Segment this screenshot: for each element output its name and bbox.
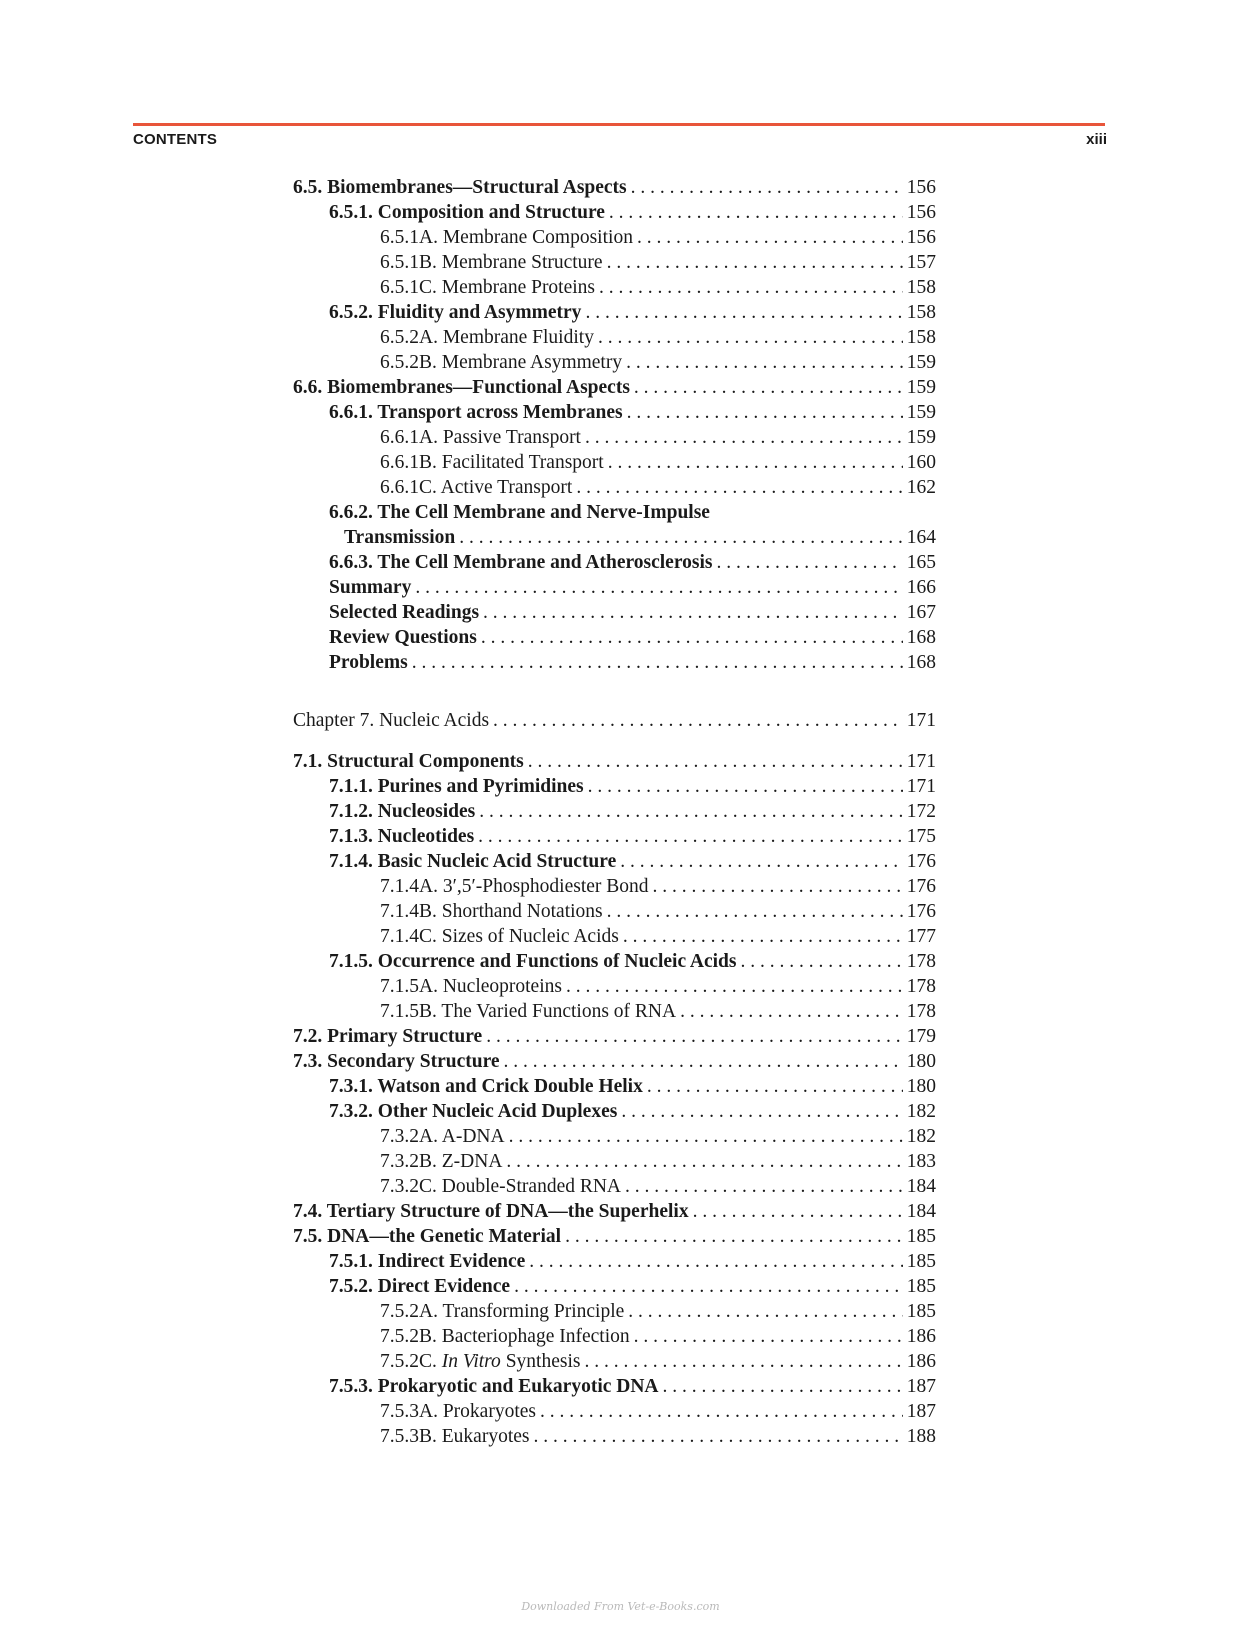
toc-entry-page: 168 <box>906 652 936 673</box>
toc-entry <box>380 1124 936 1149</box>
toc-entry <box>293 175 936 200</box>
toc-entry-page: 171 <box>906 710 936 731</box>
toc-entry-page: 178 <box>906 951 936 972</box>
toc-entry-label: 7.1.4B. Shorthand Notations <box>380 901 603 922</box>
toc-entry-page: 164 <box>906 527 936 548</box>
toc-entry <box>293 1199 936 1224</box>
toc-entry-page: 177 <box>906 926 936 947</box>
toc-entry-page: 158 <box>906 277 936 298</box>
toc-entry <box>380 1324 936 1349</box>
toc-entry-label: Selected Readings <box>329 602 480 623</box>
toc-entry <box>380 924 936 949</box>
toc-leader-dots <box>634 1324 903 1349</box>
toc-entry-page: 171 <box>906 751 936 772</box>
toc-leader-dots <box>585 300 902 325</box>
toc-entry-page: 159 <box>906 377 936 398</box>
toc-entry-label: 6.5.2. Fluidity and Asymmetry <box>329 302 582 323</box>
toc-leader-dots <box>663 1374 903 1399</box>
toc-leader-dots <box>483 600 903 625</box>
toc-leader-dots <box>637 225 903 250</box>
toc-entry-label: 6.6.1B. Facilitated Transport <box>380 452 604 473</box>
toc-entry <box>329 575 936 600</box>
toc-entry-page: 183 <box>906 1151 936 1172</box>
toc-entry-page: 180 <box>906 1051 936 1072</box>
toc-entry-page: 157 <box>906 252 936 273</box>
toc-entry <box>380 1174 936 1199</box>
toc-entry-page: 187 <box>906 1376 936 1397</box>
toc-leader-dots <box>412 650 903 675</box>
toc-leader-dots <box>528 749 903 774</box>
toc-entry <box>380 1299 936 1324</box>
toc-entry <box>380 999 936 1024</box>
toc-leader-dots <box>514 1274 903 1299</box>
toc-leader-dots <box>607 899 903 924</box>
toc-entry-page: 167 <box>906 602 936 623</box>
toc-entry <box>329 400 936 425</box>
toc-entry <box>380 250 936 275</box>
toc-leader-dots <box>628 1299 902 1324</box>
toc-leader-dots <box>627 400 903 425</box>
toc-entry-page: 182 <box>906 1126 936 1147</box>
toc-leader-dots <box>478 824 903 849</box>
toc-entry <box>380 1399 936 1424</box>
toc-leader-dots <box>486 1024 903 1049</box>
toc-entry-label: 6.5.1B. Membrane Structure <box>380 252 603 273</box>
toc-entry-label: 6.5.1. Composition and Structure <box>329 202 605 223</box>
toc-entry-label: 7.3.2A. A-DNA <box>380 1126 505 1147</box>
toc-entry <box>380 1349 936 1374</box>
toc-entry-label: 7.1.4C. Sizes of Nucleic Acids <box>380 926 619 947</box>
toc-entry-label: 7.1.2. Nucleosides <box>329 801 476 822</box>
toc-entry <box>329 550 936 575</box>
toc-entry-label: 7.1.5A. Nucleoproteins <box>380 976 562 997</box>
toc-entry <box>329 1099 936 1124</box>
toc-entry-page: 176 <box>906 901 936 922</box>
toc-entry-page: 185 <box>906 1276 936 1297</box>
toc-entry <box>329 824 936 849</box>
toc-entry-page: 182 <box>906 1101 936 1122</box>
toc-entry <box>380 475 936 500</box>
toc-entry <box>344 525 936 550</box>
toc-entry-page: 180 <box>906 1076 936 1097</box>
toc-entry-page: 159 <box>906 402 936 423</box>
toc-leader-dots <box>623 924 903 949</box>
toc-entry <box>380 425 936 450</box>
toc-entry <box>293 1024 936 1049</box>
toc-entry-label: 7.3.2. Other Nucleic Acid Duplexes <box>329 1101 618 1122</box>
toc-entry-page: 188 <box>906 1426 936 1447</box>
toc-entry <box>293 708 936 733</box>
toc-entry <box>293 749 936 774</box>
toc-entry <box>380 350 936 375</box>
toc-entry <box>380 275 936 300</box>
toc-entry-label: 7.5.1. Indirect Evidence <box>329 1251 526 1272</box>
toc-leader-dots <box>529 1249 902 1274</box>
toc-entry-page: 168 <box>906 627 936 648</box>
toc-entry-label: 7.1.5. Occurrence and Functions of Nucleic Acids <box>329 951 737 972</box>
toc-entry-label: Summary <box>329 577 412 598</box>
toc-leader-dots <box>584 1349 902 1374</box>
toc-entry-page: 171 <box>906 776 936 797</box>
toc-leader-dots <box>565 1224 903 1249</box>
toc-entry <box>329 1374 936 1399</box>
toc-entry <box>329 1249 936 1274</box>
toc-entry <box>329 1074 936 1099</box>
toc-entry-label: 6.6.1. Transport across Membranes <box>329 402 623 423</box>
toc-entry <box>329 500 936 525</box>
toc-entry-page: 162 <box>906 477 936 498</box>
toc-entry-label: 6.6.2. The Cell Membrane and Nerve-Impulse <box>329 502 710 523</box>
toc-entry-label: 7.3.1. Watson and Crick Double Helix <box>329 1076 643 1097</box>
toc-entry-page: 159 <box>906 352 936 373</box>
toc-leader-dots <box>741 949 903 974</box>
toc-entry-page: 156 <box>906 202 936 223</box>
toc-entry-label: 7.3.2B. Z-DNA <box>380 1151 503 1172</box>
toc-entry-page: 172 <box>906 801 936 822</box>
toc-entry-label: 7.3. Secondary Structure <box>293 1051 500 1072</box>
toc-entry-label: 7.1. Structural Components <box>293 751 524 772</box>
toc-entry-label: 7.1.1. Purines and Pyrimidines <box>329 776 584 797</box>
toc-entry <box>329 1274 936 1299</box>
toc-entry-page: 176 <box>906 851 936 872</box>
toc-leader-dots <box>540 1399 903 1424</box>
toc-entry-label: 6.5. Biomembranes—Structural Aspects <box>293 177 627 198</box>
toc-entry-label: 6.6.1A. Passive Transport <box>380 427 581 448</box>
toc-leader-dots <box>481 625 903 650</box>
toc-entry <box>380 225 936 250</box>
toc-entry-label: Review Questions <box>329 627 477 648</box>
toc-entry-label: 6.6.1C. Active Transport <box>380 477 573 498</box>
toc-entry-page: 185 <box>906 1301 936 1322</box>
toc-entry-page: 179 <box>906 1026 936 1047</box>
toc-entry-label: Transmission <box>344 527 456 548</box>
toc-entry-page: 178 <box>906 1001 936 1022</box>
toc-leader-dots <box>626 350 903 375</box>
toc-leader-dots <box>479 799 903 824</box>
toc-entry <box>329 600 936 625</box>
toc-entry-label: 6.5.2B. Membrane Asymmetry <box>380 352 623 373</box>
toc-leader-dots <box>585 425 903 450</box>
toc-entry-page: 185 <box>906 1251 936 1272</box>
toc-entry-label: 7.5.3A. Prokaryotes <box>380 1401 536 1422</box>
toc-entry <box>380 899 936 924</box>
toc-entry-label: 7.2. Primary Structure <box>293 1026 483 1047</box>
toc-entry-label: 6.6.3. The Cell Membrane and Atherosclerosis <box>329 552 713 573</box>
toc-leader-dots <box>493 708 903 733</box>
running-head: CONTENTS <box>133 131 218 148</box>
toc-entry-page: 158 <box>906 302 936 323</box>
toc-leader-dots <box>588 774 903 799</box>
toc-entry-label: 6.6. Biomembranes—Functional Aspects <box>293 377 630 398</box>
toc-entry-page: 165 <box>906 552 936 573</box>
toc-entry-label: 7.5.2B. Bacteriophage Infection <box>380 1326 630 1347</box>
toc-leader-dots <box>566 974 903 999</box>
toc-entry <box>329 625 936 650</box>
toc-leader-dots <box>506 1149 902 1174</box>
toc-entry-label: 7.5.2. Direct Evidence <box>329 1276 511 1297</box>
toc-entry-page: 175 <box>906 826 936 847</box>
toc-entry-label: 7.5.2A. Transforming Principle <box>380 1301 625 1322</box>
toc-entry-label: 7.4. Tertiary Structure of DNA—the Superhelix <box>293 1201 689 1222</box>
toc-leader-dots <box>608 450 903 475</box>
toc-entry <box>380 325 936 350</box>
toc-entry-page: 156 <box>906 177 936 198</box>
toc-leader-dots <box>634 375 903 400</box>
toc-entry <box>329 849 936 874</box>
toc-entry <box>329 650 936 675</box>
toc-leader-dots <box>620 849 903 874</box>
toc-entry <box>293 1049 936 1074</box>
toc-leader-dots <box>504 1049 903 1074</box>
toc-entry <box>380 1149 936 1174</box>
toc-entry-page: 160 <box>906 452 936 473</box>
toc-entry-label: 6.5.1A. Membrane Composition <box>380 227 633 248</box>
toc-entry <box>293 375 936 400</box>
toc-entry-label: 7.5. DNA—the Genetic Material <box>293 1226 562 1247</box>
toc-entry <box>329 949 936 974</box>
page-number: xiii <box>1086 131 1107 148</box>
toc-entry-label: 7.3.2C. Double-Stranded RNA <box>380 1176 622 1197</box>
toc-entry-page: 186 <box>906 1326 936 1347</box>
toc-entry-label: Problems <box>329 652 408 673</box>
toc-entry-label: 7.5.2C. In Vitro Synthesis <box>380 1351 581 1372</box>
toc-entry-label: 7.1.5B. The Varied Functions of RNA <box>380 1001 677 1022</box>
toc-leader-dots <box>625 1174 903 1199</box>
toc-leader-dots <box>680 999 903 1024</box>
toc-leader-dots <box>693 1199 903 1224</box>
toc-entry-label: 7.1.3. Nucleotides <box>329 826 475 847</box>
toc-leader-dots <box>621 1099 902 1124</box>
toc-entry-label: 6.5.2A. Membrane Fluidity <box>380 327 594 348</box>
toc-leader-dots <box>415 575 902 600</box>
toc-leader-dots <box>647 1074 903 1099</box>
toc-entry-label: 7.5.3. Prokaryotic and Eukaryotic DNA <box>329 1376 659 1397</box>
toc-entry-page: 158 <box>906 327 936 348</box>
toc-entry <box>329 300 936 325</box>
toc-leader-dots <box>631 175 903 200</box>
toc-entry-page: 176 <box>906 876 936 897</box>
toc-entry <box>329 799 936 824</box>
toc-entry-label: Chapter 7. Nucleic Acids <box>293 710 490 731</box>
toc-entry-page: 178 <box>906 976 936 997</box>
toc-entry-page: 166 <box>906 577 936 598</box>
toc-entry <box>380 450 936 475</box>
toc-entry-page: 186 <box>906 1351 936 1372</box>
toc-entry-page: 184 <box>906 1176 936 1197</box>
toc-entry-page: 185 <box>906 1226 936 1247</box>
toc-entry <box>293 1224 936 1249</box>
toc-entry-page: 159 <box>906 427 936 448</box>
toc-entry <box>380 874 936 899</box>
toc-entry <box>329 774 936 799</box>
toc-leader-dots <box>599 275 903 300</box>
toc-entry-label: 7.1.4. Basic Nucleic Acid Structure <box>329 851 617 872</box>
toc-entry-label: 7.5.3B. Eukaryotes <box>380 1426 530 1447</box>
toc-entry <box>380 1424 936 1449</box>
toc-leader-dots <box>598 325 903 350</box>
toc-entry <box>380 974 936 999</box>
toc-leader-dots <box>509 1124 903 1149</box>
toc-entry <box>329 200 936 225</box>
toc-entry-label: 6.5.1C. Membrane Proteins <box>380 277 596 298</box>
toc-leader-dots <box>607 250 903 275</box>
toc-leader-dots <box>533 1424 902 1449</box>
toc-leader-dots <box>459 525 903 550</box>
footer-watermark: Downloaded From Vet-e-Books.com <box>521 1600 720 1613</box>
toc-entry-page: 184 <box>906 1201 936 1222</box>
toc-leader-dots <box>717 550 903 575</box>
toc-leader-dots <box>609 200 903 225</box>
toc-entry-label: 7.1.4A. 3′,5′-Phosphodiester Bond <box>380 876 649 897</box>
toc-entry-page: 187 <box>906 1401 936 1422</box>
toc-entry-page: 156 <box>906 227 936 248</box>
toc-leader-dots <box>576 475 902 500</box>
toc-leader-dots <box>653 874 903 899</box>
